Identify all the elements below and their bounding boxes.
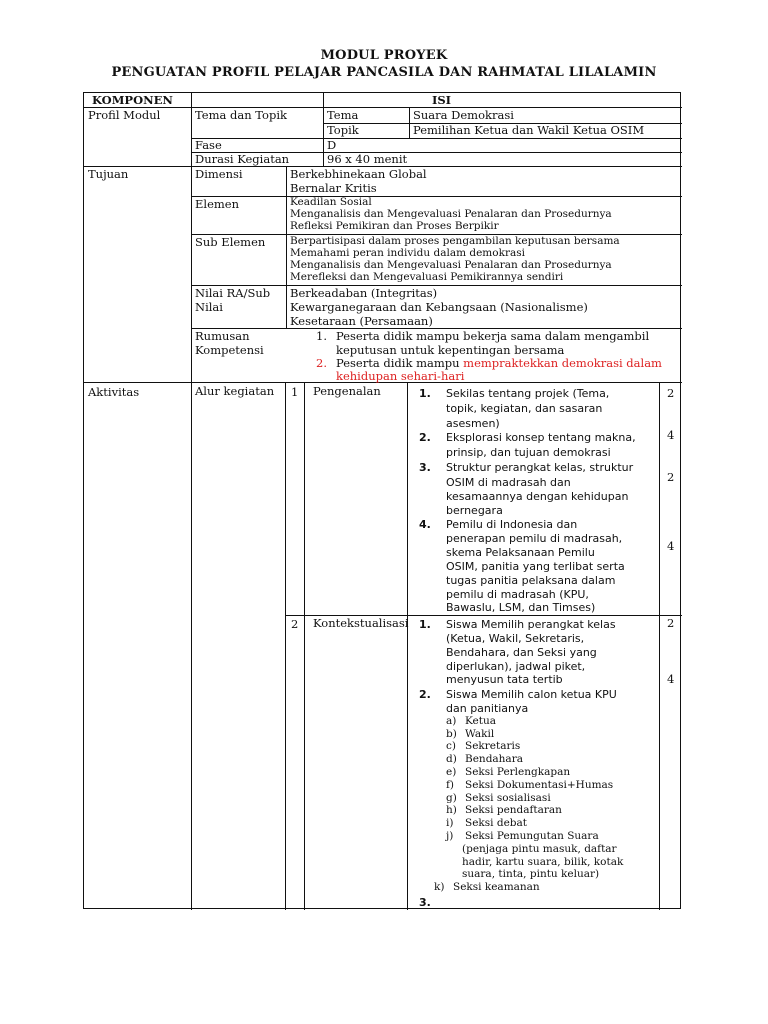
item-number: 1. <box>419 387 431 400</box>
nilai-item: Berkeadaban (Integritas) <box>290 286 438 300</box>
dimensi-label: Dimensi <box>195 167 243 181</box>
sub-item-key: i) <box>446 817 454 829</box>
sub-elemen-item: Berpartisipasi dalam proses pengambilan keputusan bersama <box>290 235 620 247</box>
topik-label: Topik <box>327 123 359 137</box>
komponen-header: KOMPONEN <box>92 93 173 107</box>
sub-item-key: a) <box>446 715 457 727</box>
kompetensi-item: kehidupan sehari-hari <box>336 369 465 383</box>
rule <box>84 107 682 108</box>
elemen-item: Menganalisis dan Mengevaluasi Penalaran dan Prosedurnya <box>290 208 612 220</box>
tujuan-label: Tujuan <box>88 167 129 181</box>
nilai-label: Nilai RA/Sub <box>195 286 271 300</box>
document-subtitle: PENGUATAN PROFIL PELAJAR PANCASILA DAN RAHMATAL LILALAMIN <box>111 65 657 80</box>
sub-item-text: Wakil <box>465 728 495 740</box>
durasi-value: 96 x 40 menit <box>327 152 408 166</box>
jp-value: 4 <box>667 539 675 553</box>
elemen-item: Refleksi Pemikiran dan Proses Berpikir <box>290 220 499 232</box>
sub-elemen-item: Merefleksi dan Mengevaluasi Pemikirannya sendiri <box>290 271 564 283</box>
sub-item-key: g) <box>446 792 457 804</box>
rumusan-label: Rumusan <box>195 329 250 343</box>
module-table <box>83 92 681 909</box>
item-line: OSIM, panitia yang terlibat serta <box>446 560 625 573</box>
kompetensi-number: 2. <box>316 356 327 370</box>
item-number: 1. <box>419 618 431 631</box>
item-line: dan panitianya <box>446 702 529 715</box>
item-line: Bendahara, dan Seksi yang <box>446 646 597 659</box>
sub-item-key: c) <box>446 740 456 752</box>
sub-item-key: e) <box>446 766 457 778</box>
item-line: Siswa Memilih perangkat kelas <box>446 618 616 631</box>
topik-value: Pemilihan Ketua dan Wakil Ketua OSIM <box>413 123 645 137</box>
step-number: 1 <box>291 385 299 399</box>
sub-item-text: Seksi Perlengkapan <box>465 766 571 778</box>
step-number: 2 <box>291 617 299 631</box>
aktivitas-label: Aktivitas <box>88 385 140 399</box>
item-line: Struktur perangkat kelas, struktur <box>446 461 634 474</box>
step-name: Kontekstualisasi <box>313 616 409 630</box>
dimensi-item: Berkebhinekaan Global <box>290 167 427 181</box>
sub-item-text: Seksi Dokumentasi+Humas <box>465 779 614 791</box>
fase-value: D <box>327 138 337 152</box>
item-line: topik, kegiatan, dan sasaran <box>446 402 603 415</box>
document-title: MODUL PROYEK <box>320 48 448 63</box>
isi-header: ISI <box>432 93 452 107</box>
sub-item-text: Seksi debat <box>465 817 527 829</box>
item-number: 3. <box>419 896 431 909</box>
rumusan-label: Kompetensi <box>195 343 264 357</box>
rule <box>191 138 682 139</box>
sub-item-key: h) <box>446 804 457 816</box>
item-number: 2. <box>419 431 431 444</box>
rule <box>323 107 324 166</box>
item-line: skema Pelaksanaan Pemilu <box>446 546 595 559</box>
rule <box>191 93 192 910</box>
item-line: penerapan pemilu di madrasah, <box>446 532 623 545</box>
item-number: 3. <box>419 461 431 474</box>
item-number: 4. <box>419 518 431 531</box>
nilai-item: Kewarganegaraan dan Kebangsaan (Nasionalisme) <box>290 300 588 314</box>
item-line: bernegara <box>446 504 503 517</box>
sub-item-detail: hadir, kartu suara, bilik, kotak <box>462 856 624 868</box>
kompetensi-highlight: mempraktekkan demokrasi dalam <box>463 356 662 370</box>
fase-label: Fase <box>195 138 222 152</box>
item-line: Sekilas tentang projek (Tema, <box>446 387 610 400</box>
item-line: tugas panitia pelaksana dalam <box>446 574 616 587</box>
tema-value: Suara Demokrasi <box>413 108 514 122</box>
sub-item-text: Bendahara <box>465 753 523 765</box>
item-line: OSIM di madrasah dan <box>446 476 571 489</box>
item-line: kesamaannya dengan kehidupan <box>446 490 629 503</box>
kompetensi-item: keputusan untuk kepentingan bersama <box>336 343 565 357</box>
rule <box>286 166 287 328</box>
sub-item-key: d) <box>446 753 457 765</box>
jp-value: 2 <box>667 470 675 484</box>
jp-value: 4 <box>667 672 675 686</box>
sub-item-detail: (penjaga pintu masuk, daftar <box>462 843 617 855</box>
jp-value: 2 <box>667 386 675 400</box>
tema-label: Tema <box>327 108 359 122</box>
sub-item-text: Seksi pendaftaran <box>465 804 562 816</box>
sub-item-key: k) <box>434 881 445 893</box>
dimensi-item: Bernalar Kritis <box>290 181 377 195</box>
elemen-item: Keadilan Sosial <box>290 196 372 208</box>
item-line: menyusun tata tertib <box>446 673 563 686</box>
rule <box>407 382 408 910</box>
item-line: Siswa Memilih calon ketua KPU <box>446 688 617 701</box>
kompetensi-item: Peserta didik mampu bekerja sama dalam mengambil <box>336 329 650 343</box>
profil-modul-label: Profil Modul <box>88 108 161 122</box>
item-line: Eksplorasi konsep tentang makna, <box>446 431 636 444</box>
item-line: pemilu di madrasah (KPU, <box>446 588 589 601</box>
sub-item-detail: suara, tinta, pintu keluar) <box>462 868 600 880</box>
rule <box>659 382 660 910</box>
tema-topik-label: Tema dan Topik <box>195 108 287 122</box>
rule <box>191 196 682 197</box>
item-line: prinsip, dan tujuan demokrasi <box>446 446 611 459</box>
sub-item-key: b) <box>446 728 457 740</box>
sub-item-key: j) <box>446 830 454 842</box>
sub-elemen-item: Menganalisis dan Mengevaluasi Penalaran dan Prosedurnya <box>290 259 612 271</box>
item-line: diperlukan), jadwal piket, <box>446 660 586 673</box>
sub-item-text: Ketua <box>465 715 497 727</box>
item-line: Bawaslu, LSM, dan Timses) <box>446 601 596 614</box>
rule <box>409 107 410 138</box>
sub-elemen-item: Memahami peran individu dalam demokrasi <box>290 247 525 259</box>
jp-value: 4 <box>667 428 675 442</box>
rule <box>285 382 286 910</box>
elemen-label: Elemen <box>195 197 239 211</box>
kompetensi-number: 1. <box>316 329 327 343</box>
item-line: (Ketua, Wakil, Sekretaris, <box>446 632 585 645</box>
sub-item-text: Seksi keamanan <box>453 881 540 893</box>
item-line: Pemilu di Indonesia dan <box>446 518 578 531</box>
kompetensi-prefix: Peserta didik mampu <box>336 356 464 370</box>
sub-item-text: Seksi Pemungutan Suara <box>465 830 599 842</box>
durasi-label: Durasi Kegiatan <box>195 152 290 166</box>
step-name: Pengenalan <box>313 384 381 398</box>
sub-elemen-label: Sub Elemen <box>195 235 266 249</box>
item-number: 2. <box>419 688 431 701</box>
nilai-item: Kesetaraan (Persamaan) <box>290 314 433 328</box>
jp-value: 2 <box>667 616 675 630</box>
rule <box>304 382 305 910</box>
sub-item-text: Seksi sosialisasi <box>465 792 551 804</box>
alur-kegiatan-label: Alur kegiatan <box>195 384 275 398</box>
nilai-label: Nilai <box>195 300 223 314</box>
sub-item-text: Sekretaris <box>465 740 521 752</box>
sub-item-key: f) <box>446 779 454 791</box>
item-line: asesmen) <box>446 417 500 430</box>
rule <box>323 93 324 107</box>
